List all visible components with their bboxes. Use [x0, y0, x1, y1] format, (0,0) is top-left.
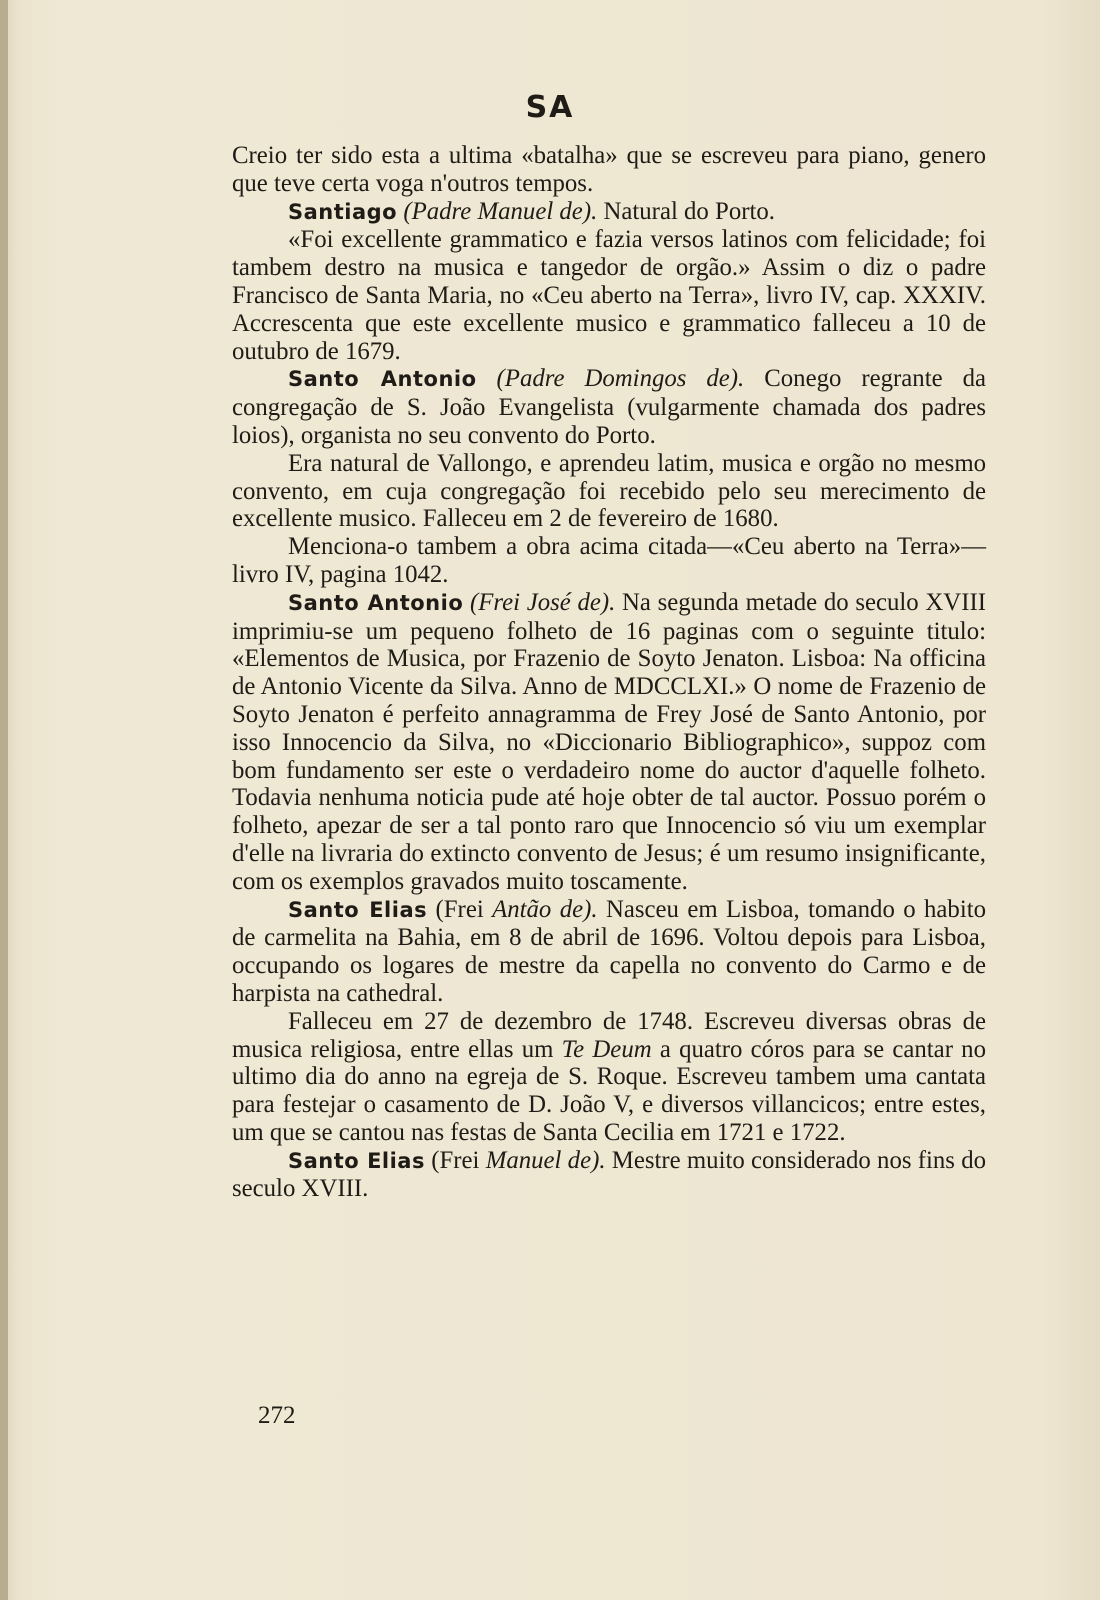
entry-santiago	[232, 198, 986, 227]
entry-qualifier: (Padre Manuel de).	[403, 197, 598, 225]
entry-santo-antonio-jose	[232, 589, 986, 896]
paragraph	[232, 226, 986, 365]
page-number: 272	[258, 1402, 296, 1429]
entry-santo-antonio-domingos	[232, 365, 986, 449]
entry-santo-elias-manuel	[232, 1147, 986, 1204]
text-run	[463, 589, 470, 616]
text-run: Na segunda metade do seculo XVIII imprimiu-se um pequeno folheto de 16 paginas com o seguinte titulo: «Elementos de Musica, por Frazenio de Soyto Jenaton. Lisboa: Na officina de Antonio Vicente da Silva. Anno de MDCCLXI.» O nome de Frazenio de Soyto Jenaton é perfeito annagramma de Frey José de Santo Antonio, por isso Innocencio da Silva, no «Diccionario Bibliographico», suppoz com bom fundamento ser este o verdadeiro nome do auctor d'aquelle folheto. Todavia nenhuma noticia pude até hoje obter de tal auctor. Possuo porém o folheto, apezar de ser a tal ponto raro que Innocencio só viu um exemplar d'elle na livraria do extincto convento de Jesus; é um resumo insignificante, com os exemplos gravados muito toscamente.	[232, 588, 986, 895]
text-run: Creio ter sido esta a ultima «batalha» que se escreveu para piano, genero que teve certa voga n'outros tempos.	[232, 142, 986, 197]
entry-headword: Santo Elias	[288, 1148, 425, 1173]
body-text	[232, 142, 986, 1203]
entry-qualifier: (Padre Domingos de).	[496, 365, 745, 393]
entry-headword: Santo Elias	[288, 897, 428, 922]
entry-santo-elias-antao	[232, 896, 986, 1008]
entry-headword: Santo Antonio	[288, 590, 464, 615]
page-binding-edge	[0, 0, 8, 1600]
paragraph	[232, 1008, 986, 1147]
paragraph	[232, 533, 986, 589]
text-run: Falleceu em 27 de dezembro de 1748. Escreveu diversas obras de musica religiosa, entre ellas um	[232, 1007, 986, 1063]
text-run: Nasceu em Lisboa, tomando o habito de carmelita na Bahia, em 8 de abril de 1696. Voltou depois para Lisboa, occupando os logares de mestre da capella no convento do Carmo e de harpista na cathedral.	[232, 895, 986, 1007]
entry-qualifier: (Frei José de).	[469, 588, 616, 616]
text-run: Conego regrante da congregação de S. João Evangelista (vulgarmente chamada dos padres loios), organista no seu convento do Porto.	[232, 365, 986, 449]
text-run: (Frei	[427, 895, 493, 923]
text-run: Era natural de Vallongo, e aprendeu latim, musica e orgão no mesmo convento, em cuja congregação foi recebido pelo seu merecimento de excellente musico. Falleceu em 2 de fevereiro de 1680.	[232, 449, 986, 533]
text-run: (Frei	[424, 1146, 486, 1174]
paragraph	[232, 450, 986, 533]
text-run: Natural do Porto.	[597, 197, 775, 225]
text-run: «Foi excellente grammatico e fazia versos latinos com felicidade; foi tambem destro na musica e tangedor de orgão.» Assim o diz o padre Francisco de Santa Maria, no «Ceu aberto na Terra», livro IV, cap. XXXIV. Accrescenta que este excellente musico e grammatico falleceu a 10 de outubro de 1679.	[232, 226, 986, 365]
text-run	[477, 365, 497, 392]
entry-headword: Santo Antonio	[288, 367, 477, 392]
text-run: a quatro córos para se cantar no ultimo dia do anno na egreja de S. Roque. Escreveu tambem uma cantata para festejar o casamento de D. João V, e diversos villancicos; entre estes, um que se cantou nas festas de Santa Cecilia em 1721 e 1722.	[232, 1035, 986, 1146]
text-run: Menciona-o tambem a obra acima citada—«Ceu aberto na Terra»—livro IV, pagina 1042.	[232, 533, 986, 588]
text-run: Mestre muito considerado nos fins do seculo XVIII.	[232, 1146, 986, 1203]
entry-headword: Santiago	[288, 199, 398, 224]
italic-title: Te Deum	[561, 1035, 652, 1063]
paragraph	[232, 142, 986, 198]
entry-qualifier: Manuel de).	[485, 1146, 606, 1174]
entry-qualifier: Antão de).	[492, 895, 598, 923]
running-header: SA	[525, 90, 575, 125]
